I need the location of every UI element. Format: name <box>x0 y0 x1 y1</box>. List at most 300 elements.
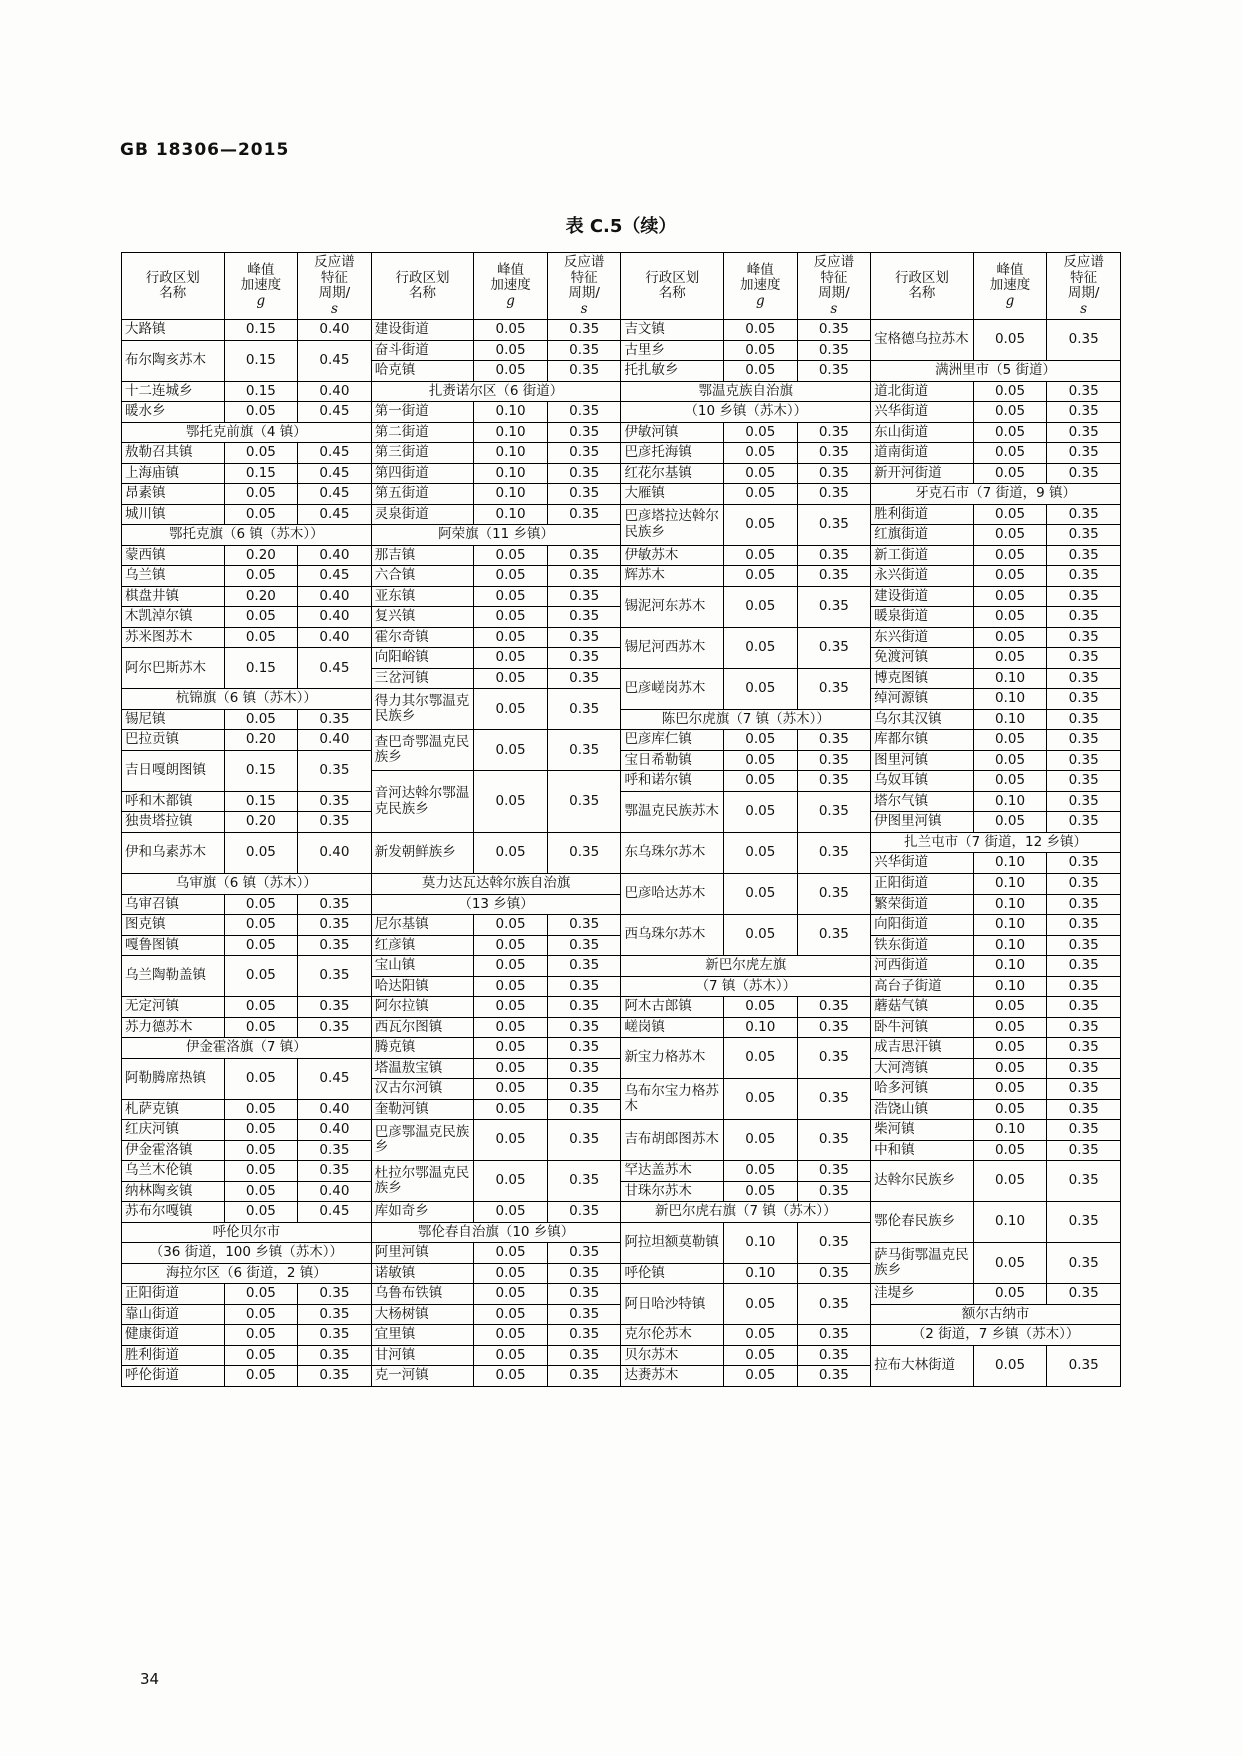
region-group-header: 扎兰屯市（7 街道，12 乡镇） <box>871 832 1121 853</box>
peak-acceleration-cell: 0.05 <box>973 730 1047 751</box>
region-name-cell: 贝尔苏木 <box>621 1345 724 1366</box>
region-name-cell: 道北街道 <box>871 381 974 402</box>
region-name-cell: 札萨克镇 <box>122 1099 225 1120</box>
peak-acceleration-cell: 0.05 <box>724 504 798 545</box>
spectrum-period-cell: 0.35 <box>797 463 871 484</box>
region-name-cell: 木凯淖尔镇 <box>122 607 225 628</box>
region-name-cell: 胜利街道 <box>871 504 974 525</box>
region-name-cell: 成吉思汗镇 <box>871 1038 974 1059</box>
peak-acceleration-cell: 0.05 <box>224 709 298 730</box>
region-name-cell: 亚东镇 <box>371 586 474 607</box>
region-group-header: 杭锦旗（6 镇（苏木）） <box>122 689 372 710</box>
region-name-cell: 苏米图苏木 <box>122 627 225 648</box>
spectrum-period-cell: 0.35 <box>1047 956 1121 977</box>
spectrum-period-cell: 0.35 <box>1047 545 1121 566</box>
spectrum-period-cell: 0.35 <box>1047 668 1121 689</box>
table-row <box>122 997 1121 1018</box>
peak-acceleration-cell: 0.05 <box>224 627 298 648</box>
spectrum-period-cell: 0.35 <box>797 1263 871 1284</box>
region-name-cell: 哈克镇 <box>371 361 474 382</box>
region-name-cell: 伊图里河镇 <box>871 812 974 833</box>
standard-number: GB 18306—2015 <box>120 140 290 160</box>
region-name-cell: 棋盘井镇 <box>122 586 225 607</box>
peak-acceleration-cell: 0.05 <box>224 1325 298 1346</box>
peak-acceleration-cell: 0.05 <box>224 1284 298 1305</box>
peak-acceleration-cell: 0.05 <box>224 1058 298 1099</box>
peak-acceleration-cell: 0.05 <box>724 566 798 587</box>
region-name-cell: 巴彦嵯岗苏木 <box>621 668 724 709</box>
peak-acceleration-cell: 0.05 <box>724 463 798 484</box>
region-name-cell: 汉古尔河镇 <box>371 1079 474 1100</box>
region-name-cell: 复兴镇 <box>371 607 474 628</box>
region-name-cell: 大雁镇 <box>621 484 724 505</box>
peak-acceleration-cell: 0.05 <box>474 1017 548 1038</box>
spectrum-period-cell: 0.40 <box>298 545 372 566</box>
spectrum-period-cell: 0.35 <box>547 976 621 997</box>
region-name-cell: 阿尔拉镇 <box>371 997 474 1018</box>
spectrum-period-cell: 0.40 <box>298 586 372 607</box>
peak-acceleration-cell: 0.05 <box>973 463 1047 484</box>
peak-acceleration-cell: 0.05 <box>474 1161 548 1202</box>
header-name-3: 行政区划 名称 <box>621 253 724 320</box>
spectrum-period-cell: 0.35 <box>1047 1284 1121 1305</box>
region-name-cell: 库如奇乡 <box>371 1202 474 1223</box>
spectrum-period-cell: 0.35 <box>547 1161 621 1202</box>
region-group-header: 海拉尔区（6 街道，2 镇） <box>122 1263 372 1284</box>
header-spec-line1: 反应谱 <box>314 254 355 270</box>
spectrum-period-cell: 0.35 <box>547 997 621 1018</box>
spectrum-period-cell: 0.40 <box>298 832 372 873</box>
spectrum-period-cell: 0.45 <box>298 1202 372 1223</box>
peak-acceleration-cell: 0.15 <box>224 648 298 689</box>
region-name-cell: 免渡河镇 <box>871 648 974 669</box>
region-name-cell: 吉日嘎朗图镇 <box>122 750 225 791</box>
region-name-cell: 乌鲁布铁镇 <box>371 1284 474 1305</box>
region-group-header: 陈巴尔虎旗（7 镇（苏木）） <box>621 709 871 730</box>
spectrum-period-cell: 0.35 <box>797 586 871 627</box>
region-name-cell: 健康街道 <box>122 1325 225 1346</box>
region-name-cell: 靠山街道 <box>122 1304 225 1325</box>
region-name-cell: 阿日哈沙特镇 <box>621 1284 724 1325</box>
peak-acceleration-cell: 0.05 <box>224 1202 298 1223</box>
header-peak-line1: 峰值 <box>247 261 275 278</box>
region-name-cell: 诺敏镇 <box>371 1263 474 1284</box>
region-name-cell: 城川镇 <box>122 504 225 525</box>
table-row <box>122 1038 1121 1059</box>
region-name-cell: 兴华街道 <box>871 853 974 874</box>
peak-acceleration-cell: 0.05 <box>474 1038 548 1059</box>
peak-acceleration-cell: 0.10 <box>973 873 1047 894</box>
header-spec-unit: s <box>330 300 338 317</box>
spectrum-period-cell: 0.35 <box>1047 525 1121 546</box>
spectrum-period-cell: 0.45 <box>298 340 372 381</box>
peak-acceleration-cell: 0.05 <box>973 607 1047 628</box>
spectrum-period-cell: 0.35 <box>797 1325 871 1346</box>
spectrum-period-cell: 0.40 <box>298 607 372 628</box>
region-name-cell: 红旗街道 <box>871 525 974 546</box>
region-group-header: （7 镇（苏木）） <box>621 976 871 997</box>
peak-acceleration-cell: 0.05 <box>724 1038 798 1079</box>
region-name-cell: 呼和诺尔镇 <box>621 771 724 792</box>
table-row <box>122 381 1121 402</box>
peak-acceleration-cell: 0.05 <box>724 340 798 361</box>
region-name-cell: 呼伦镇 <box>621 1263 724 1284</box>
region-name-cell: 向阳峪镇 <box>371 648 474 669</box>
peak-acceleration-cell: 0.05 <box>724 771 798 792</box>
peak-acceleration-cell: 0.05 <box>474 935 548 956</box>
region-name-cell: 新工街道 <box>871 545 974 566</box>
peak-acceleration-cell: 0.10 <box>724 1017 798 1038</box>
table-row <box>122 832 1121 853</box>
peak-acceleration-cell: 0.05 <box>724 1181 798 1202</box>
region-name-cell: 蒙西镇 <box>122 545 225 566</box>
spectrum-period-cell: 0.35 <box>547 1263 621 1284</box>
spectrum-period-cell: 0.35 <box>547 1099 621 1120</box>
spectrum-period-cell: 0.35 <box>797 320 871 341</box>
spectrum-period-cell: 0.35 <box>547 340 621 361</box>
peak-acceleration-cell: 0.05 <box>224 935 298 956</box>
spectrum-period-cell: 0.35 <box>797 361 871 382</box>
peak-acceleration-cell: 0.05 <box>224 997 298 1018</box>
peak-acceleration-cell: 0.05 <box>724 627 798 668</box>
region-name-cell: 第五街道 <box>371 484 474 505</box>
region-name-cell: 锡尼镇 <box>122 709 225 730</box>
peak-acceleration-cell: 0.05 <box>973 812 1047 833</box>
peak-acceleration-cell: 0.10 <box>973 1202 1047 1243</box>
region-name-cell: 达斡尔民族乡 <box>871 1161 974 1202</box>
spectrum-period-cell: 0.40 <box>298 1120 372 1141</box>
peak-acceleration-cell: 0.05 <box>474 668 548 689</box>
peak-acceleration-cell: 0.05 <box>973 1243 1047 1284</box>
region-name-cell: 铁东街道 <box>871 935 974 956</box>
table-row <box>122 709 1121 730</box>
spectrum-period-cell: 0.35 <box>1047 976 1121 997</box>
spectrum-period-cell: 0.35 <box>1047 1017 1121 1038</box>
region-group-header: 阿荣旗（11 乡镇） <box>371 525 621 546</box>
peak-acceleration-cell: 0.10 <box>973 853 1047 874</box>
spectrum-period-cell: 0.35 <box>797 791 871 832</box>
peak-acceleration-cell: 0.05 <box>724 586 798 627</box>
spectrum-period-cell: 0.35 <box>1047 853 1121 874</box>
header-name-4: 行政区划 名称 <box>871 253 974 320</box>
region-name-cell: 那吉镇 <box>371 545 474 566</box>
region-name-cell: 图克镇 <box>122 915 225 936</box>
region-name-cell: 奎勒河镇 <box>371 1099 474 1120</box>
region-name-cell: 第二街道 <box>371 422 474 443</box>
table-row <box>122 956 1121 977</box>
peak-acceleration-cell: 0.05 <box>973 504 1047 525</box>
spectrum-period-cell: 0.35 <box>547 771 621 833</box>
peak-acceleration-cell: 0.05 <box>724 1345 798 1366</box>
peak-acceleration-cell: 0.05 <box>973 320 1047 361</box>
spectrum-period-cell: 0.45 <box>298 648 372 689</box>
spectrum-period-cell: 0.35 <box>547 545 621 566</box>
table-row <box>122 1120 1121 1141</box>
spectrum-period-cell: 0.35 <box>547 1284 621 1305</box>
spectrum-period-cell: 0.40 <box>298 1181 372 1202</box>
region-name-cell: 博克图镇 <box>871 668 974 689</box>
spectrum-period-cell: 0.35 <box>547 1325 621 1346</box>
peak-acceleration-cell: 0.05 <box>724 443 798 464</box>
peak-acceleration-cell: 0.05 <box>224 1161 298 1182</box>
spectrum-period-cell: 0.35 <box>797 1222 871 1263</box>
table-row <box>122 402 1121 423</box>
peak-acceleration-cell: 0.05 <box>724 997 798 1018</box>
peak-acceleration-cell: 0.05 <box>724 1079 798 1120</box>
spectrum-period-cell: 0.35 <box>797 730 871 751</box>
region-name-cell: 霍尔奇镇 <box>371 627 474 648</box>
region-group-header: 鄂托克前旗（4 镇） <box>122 422 372 443</box>
spectrum-period-cell: 0.35 <box>298 1161 372 1182</box>
spectrum-period-cell: 0.35 <box>547 402 621 423</box>
spectrum-period-cell: 0.35 <box>547 1304 621 1325</box>
peak-acceleration-cell: 0.05 <box>474 1284 548 1305</box>
peak-acceleration-cell: 0.05 <box>973 545 1047 566</box>
region-name-cell: 东乌珠尔苏木 <box>621 832 724 873</box>
peak-acceleration-cell: 0.05 <box>474 771 548 833</box>
spectrum-period-cell: 0.45 <box>298 566 372 587</box>
region-name-cell: 正阳街道 <box>871 873 974 894</box>
peak-acceleration-cell: 0.05 <box>973 1099 1047 1120</box>
spectrum-period-cell: 0.35 <box>547 586 621 607</box>
spectrum-period-cell: 0.45 <box>298 504 372 525</box>
spectrum-period-cell: 0.35 <box>298 1140 372 1161</box>
peak-acceleration-cell: 0.05 <box>474 689 548 730</box>
spectrum-period-cell: 0.35 <box>547 607 621 628</box>
region-name-cell: 道南街道 <box>871 443 974 464</box>
spectrum-period-cell: 0.35 <box>298 935 372 956</box>
peak-acceleration-cell: 0.05 <box>224 402 298 423</box>
peak-acceleration-cell: 0.05 <box>224 1099 298 1120</box>
spectrum-period-cell: 0.35 <box>547 443 621 464</box>
spectrum-period-cell: 0.35 <box>298 1366 372 1387</box>
table-row <box>122 463 1121 484</box>
region-name-cell: 西瓦尔图镇 <box>371 1017 474 1038</box>
spectrum-period-cell: 0.35 <box>797 1284 871 1325</box>
peak-acceleration-cell: 0.15 <box>224 750 298 791</box>
peak-acceleration-cell: 0.05 <box>474 627 548 648</box>
spectrum-period-cell: 0.35 <box>1047 566 1121 587</box>
spectrum-period-cell: 0.35 <box>797 997 871 1018</box>
spectrum-period-cell: 0.35 <box>797 504 871 545</box>
region-group-header: 新巴尔虎左旗 <box>621 956 871 977</box>
region-name-cell: 嵯岗镇 <box>621 1017 724 1038</box>
peak-acceleration-cell: 0.05 <box>474 607 548 628</box>
spectrum-period-cell: 0.35 <box>547 689 621 730</box>
region-name-cell: 红彦镇 <box>371 935 474 956</box>
spectrum-period-cell: 0.35 <box>1047 443 1121 464</box>
region-name-cell: 查巴奇鄂温克民族乡 <box>371 730 474 771</box>
table-row <box>122 1161 1121 1182</box>
region-name-cell: 上海庙镇 <box>122 463 225 484</box>
region-group-header: 满洲里市（5 街道） <box>871 361 1121 382</box>
region-name-cell: 达赉苏木 <box>621 1366 724 1387</box>
spectrum-period-cell: 0.35 <box>797 1181 871 1202</box>
spectrum-period-cell: 0.35 <box>1047 381 1121 402</box>
table-row <box>122 566 1121 587</box>
region-name-cell: 大杨树镇 <box>371 1304 474 1325</box>
region-name-cell: 伊金霍洛镇 <box>122 1140 225 1161</box>
region-name-cell: 克一河镇 <box>371 1366 474 1387</box>
peak-acceleration-cell: 0.10 <box>973 935 1047 956</box>
peak-acceleration-cell: 0.05 <box>724 1161 798 1182</box>
spectrum-period-cell: 0.35 <box>298 997 372 1018</box>
spectrum-period-cell: 0.35 <box>1047 1120 1121 1141</box>
region-group-header: 鄂伦春自治旗（10 乡镇） <box>371 1222 621 1243</box>
region-name-cell: 乌布尔宝力格苏木 <box>621 1079 724 1120</box>
peak-acceleration-cell: 0.10 <box>474 484 548 505</box>
table-row <box>122 1325 1121 1346</box>
table-row <box>122 730 1121 751</box>
spectrum-period-cell: 0.35 <box>797 750 871 771</box>
peak-acceleration-cell: 0.05 <box>973 586 1047 607</box>
spectrum-period-cell: 0.40 <box>298 381 372 402</box>
spectrum-period-cell: 0.35 <box>1047 935 1121 956</box>
peak-acceleration-cell: 0.05 <box>474 997 548 1018</box>
header-spec-2: 反应谱 特征 周期/ s <box>547 253 621 320</box>
peak-acceleration-cell: 0.05 <box>474 545 548 566</box>
region-name-cell: 鄂伦春民族乡 <box>871 1202 974 1243</box>
peak-acceleration-cell: 0.05 <box>474 566 548 587</box>
spectrum-period-cell: 0.35 <box>1047 997 1121 1018</box>
peak-acceleration-cell: 0.10 <box>973 956 1047 977</box>
peak-acceleration-cell: 0.05 <box>224 484 298 505</box>
peak-acceleration-cell: 0.05 <box>724 1120 798 1161</box>
spectrum-period-cell: 0.35 <box>1047 1140 1121 1161</box>
region-group-header: 呼伦贝尔市 <box>122 1222 372 1243</box>
peak-acceleration-cell: 0.05 <box>724 668 798 709</box>
region-name-cell: 巴彦托海镇 <box>621 443 724 464</box>
spectrum-period-cell: 0.35 <box>547 1038 621 1059</box>
region-name-cell: 辉苏木 <box>621 566 724 587</box>
peak-acceleration-cell: 0.05 <box>474 730 548 771</box>
region-group-header: 莫力达瓦达斡尔族自治旗 <box>371 873 621 894</box>
peak-acceleration-cell: 0.05 <box>474 1243 548 1264</box>
spectrum-period-cell: 0.35 <box>1047 730 1121 751</box>
spectrum-period-cell: 0.35 <box>1047 689 1121 710</box>
header-peak-1 <box>224 253 298 320</box>
region-name-cell: 巴拉贡镇 <box>122 730 225 751</box>
header-spec-3: 反应谱 特征 周期/ s <box>797 253 871 320</box>
region-name-cell: 东兴街道 <box>871 627 974 648</box>
region-name-cell: 阿勒腾席热镇 <box>122 1058 225 1099</box>
table-row <box>122 750 1121 771</box>
region-group-header: （36 街道，100 乡镇（苏木）） <box>122 1243 372 1264</box>
peak-acceleration-cell: 0.05 <box>973 627 1047 648</box>
spectrum-period-cell: 0.35 <box>547 422 621 443</box>
region-name-cell: 腾克镇 <box>371 1038 474 1059</box>
peak-acceleration-cell: 0.05 <box>474 956 548 977</box>
region-name-cell: 塔尔气镇 <box>871 791 974 812</box>
region-name-cell: 向阳街道 <box>871 915 974 936</box>
spectrum-period-cell: 0.35 <box>1047 627 1121 648</box>
header-peak-3: 峰值 加速度 g <box>724 253 798 320</box>
peak-acceleration-cell: 0.05 <box>973 422 1047 443</box>
region-name-cell: 萨马街鄂温克民族乡 <box>871 1243 974 1284</box>
peak-acceleration-cell: 0.10 <box>973 1120 1047 1141</box>
spectrum-period-cell: 0.35 <box>547 627 621 648</box>
spectrum-period-cell: 0.35 <box>797 545 871 566</box>
spectrum-period-cell: 0.35 <box>1047 402 1121 423</box>
region-name-cell: 绰河源镇 <box>871 689 974 710</box>
spectrum-period-cell: 0.35 <box>547 361 621 382</box>
spectrum-period-cell: 0.45 <box>298 443 372 464</box>
region-name-cell: 建设街道 <box>371 320 474 341</box>
spectrum-period-cell: 0.35 <box>797 1079 871 1120</box>
spectrum-period-cell: 0.35 <box>298 915 372 936</box>
spectrum-period-cell: 0.35 <box>547 1058 621 1079</box>
spectrum-period-cell: 0.35 <box>1047 648 1121 669</box>
peak-acceleration-cell: 0.05 <box>724 545 798 566</box>
peak-acceleration-cell: 0.05 <box>474 1304 548 1325</box>
spectrum-period-cell: 0.35 <box>298 812 372 833</box>
header-spec-line2: 特征 <box>320 269 348 286</box>
peak-acceleration-cell: 0.15 <box>224 463 298 484</box>
region-name-cell: 巴彦塔拉达斡尔民族乡 <box>621 504 724 545</box>
peak-acceleration-cell: 0.05 <box>224 1304 298 1325</box>
region-name-cell: 六合镇 <box>371 566 474 587</box>
table-row <box>122 422 1121 443</box>
peak-acceleration-cell: 0.05 <box>973 1058 1047 1079</box>
table-row <box>122 545 1121 566</box>
spectrum-period-cell: 0.35 <box>547 504 621 525</box>
peak-acceleration-cell: 0.05 <box>474 361 548 382</box>
peak-acceleration-cell: 0.05 <box>973 997 1047 1018</box>
region-name-cell: 杜拉尔鄂温克民族乡 <box>371 1161 474 1202</box>
peak-acceleration-cell: 0.05 <box>973 771 1047 792</box>
spectrum-period-cell: 0.35 <box>1047 422 1121 443</box>
spectrum-period-cell: 0.40 <box>298 627 372 648</box>
spectrum-period-cell: 0.35 <box>797 1120 871 1161</box>
peak-acceleration-cell: 0.05 <box>724 320 798 341</box>
peak-acceleration-cell: 0.05 <box>724 1325 798 1346</box>
spectrum-period-cell: 0.35 <box>1047 873 1121 894</box>
region-name-cell: 阿里河镇 <box>371 1243 474 1264</box>
peak-acceleration-cell: 0.05 <box>973 566 1047 587</box>
region-group-header: 乌审旗（6 镇（苏木）） <box>122 873 372 894</box>
spectrum-period-cell: 0.40 <box>298 730 372 751</box>
spectrum-period-cell: 0.35 <box>797 873 871 914</box>
peak-acceleration-cell: 0.05 <box>224 894 298 915</box>
header-name-1 <box>122 253 225 320</box>
region-name-cell: 红庆河镇 <box>122 1120 225 1141</box>
region-name-cell: 柴河镇 <box>871 1120 974 1141</box>
peak-acceleration-cell: 0.05 <box>224 1120 298 1141</box>
spectrum-period-cell: 0.35 <box>1047 894 1121 915</box>
region-group-header: 扎赉诺尔区（6 街道） <box>371 381 621 402</box>
peak-acceleration-cell: 0.05 <box>724 873 798 914</box>
table-row <box>122 320 1121 341</box>
region-name-cell: 建设街道 <box>871 586 974 607</box>
spectrum-period-cell: 0.35 <box>547 463 621 484</box>
peak-acceleration-cell: 0.05 <box>724 361 798 382</box>
peak-acceleration-cell: 0.05 <box>973 648 1047 669</box>
peak-acceleration-cell: 0.10 <box>474 463 548 484</box>
peak-acceleration-cell: 0.15 <box>224 320 298 341</box>
peak-acceleration-cell: 0.05 <box>973 1345 1047 1386</box>
spectrum-period-cell: 0.35 <box>797 771 871 792</box>
table-head <box>122 253 1121 320</box>
seismic-parameter-table <box>121 252 1121 1387</box>
region-name-cell: 阿木古郎镇 <box>621 997 724 1018</box>
region-name-cell: 库都尔镇 <box>871 730 974 751</box>
peak-acceleration-cell: 0.20 <box>224 586 298 607</box>
region-name-cell: 甘珠尔苏木 <box>621 1181 724 1202</box>
spectrum-period-cell: 0.35 <box>298 1304 372 1325</box>
region-group-header: 鄂温克族自治旗 <box>621 381 871 402</box>
spectrum-period-cell: 0.40 <box>298 320 372 341</box>
region-name-cell: 三岔河镇 <box>371 668 474 689</box>
